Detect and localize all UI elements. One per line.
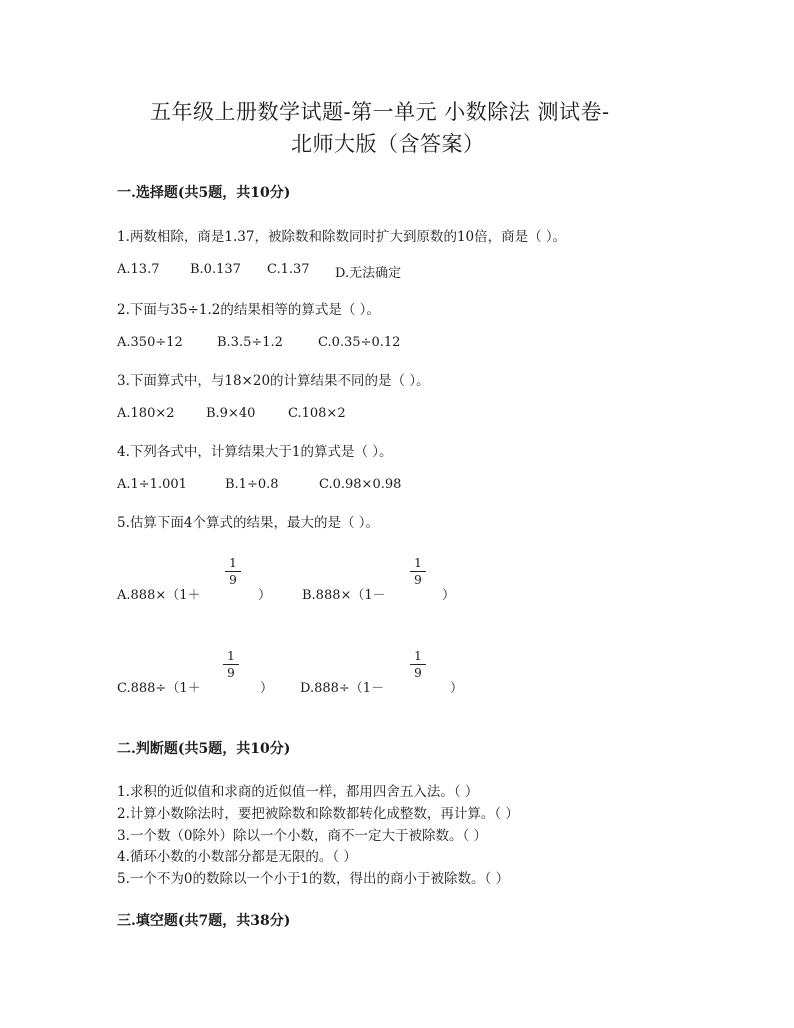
fraction-denominator: 9 xyxy=(414,666,422,680)
option-b-suffix: ） xyxy=(442,588,456,603)
fraction-bar xyxy=(410,571,426,572)
option-b: B.0.137 xyxy=(190,262,241,277)
fraction-one-ninth xyxy=(410,556,426,587)
option-b: B.1÷0.8 xyxy=(225,477,279,492)
fraction-numerator: 1 xyxy=(414,556,422,570)
fraction-one-ninth xyxy=(225,556,241,587)
option-c: C.1.37 xyxy=(267,262,310,277)
question-stem: 1.两数相除，商是1.37，被除数和除数同时扩大到原数的10倍，商是（ ）。 xyxy=(117,229,567,245)
option-c: C.0.98×0.98 xyxy=(319,477,402,492)
fraction-numerator: 1 xyxy=(414,649,422,663)
fraction-one-ninth xyxy=(223,649,239,680)
fraction-denominator: 9 xyxy=(227,666,235,680)
judgement-item: 5.一个不为0的数除以一个小于1的数，得出的商小于被除数。（ ） xyxy=(117,871,510,887)
option-c: C.0.35÷0.12 xyxy=(318,335,401,350)
judgement-item: 2.计算小数除法时，要把被除数和除数都转化成整数，再计算。（ ） xyxy=(117,806,519,822)
option-a: A.350÷12 xyxy=(117,335,183,350)
question-stem: 2.下面与35÷1.2的结果相等的算式是（ ）。 xyxy=(117,302,380,318)
section-heading-judgement: 二.判断题(共5题，共10分) xyxy=(117,741,291,757)
fraction-bar xyxy=(223,664,239,665)
option-a: A.180×2 xyxy=(117,406,175,421)
option-b: B.3.5÷1.2 xyxy=(217,335,283,350)
option-d-suffix: ） xyxy=(450,681,464,696)
section-heading-fill-blank: 三.填空题(共7题，共38分) xyxy=(117,913,291,929)
option-b-prefix: B.888×（1－ xyxy=(302,588,386,603)
document-title-line1: 五年级上册数学试题-第一单元 小数除法 测试卷- xyxy=(150,100,610,124)
judgement-item: 3.一个数（0除外）除以一个小数，商不一定大于被除数。（ ） xyxy=(117,828,488,844)
fraction-denominator: 9 xyxy=(414,573,422,587)
question-stem: 5.估算下面4个算式的结果，最大的是（ ）。 xyxy=(117,515,380,531)
fraction-denominator: 9 xyxy=(229,573,237,587)
option-a: A.13.7 xyxy=(117,262,160,277)
fraction-numerator: 1 xyxy=(227,649,235,663)
question-stem: 3.下面算式中，与18×20的计算结果不同的是（ ）。 xyxy=(117,373,430,389)
option-d-prefix: D.888÷（1－ xyxy=(300,681,385,696)
option-c-suffix: ） xyxy=(260,681,274,696)
question-stem: 4.下列各式中，计算结果大于1的算式是（ ）。 xyxy=(117,444,393,460)
fraction-numerator: 1 xyxy=(229,556,237,570)
judgement-item: 1.求积的近似值和求商的近似值一样，都用四舍五入法。（ ） xyxy=(117,784,479,800)
judgement-item: 4.循环小数的小数部分都是无限的。（ ） xyxy=(117,849,357,865)
option-c: C.108×2 xyxy=(288,406,346,421)
option-a: A.1÷1.001 xyxy=(117,477,187,492)
option-b: B.9×40 xyxy=(206,406,256,421)
document-title-line2: 北师大版（含答案） xyxy=(291,132,485,156)
option-c-prefix: C.888÷（1＋ xyxy=(117,681,201,696)
fraction-bar xyxy=(225,571,241,572)
option-a-prefix: A.888×（1＋ xyxy=(117,588,201,603)
section-heading-choice: 一.选择题(共5题，共10分) xyxy=(117,185,291,201)
option-d: D.无法确定 xyxy=(335,266,402,281)
fraction-one-ninth xyxy=(410,649,426,680)
fraction-bar xyxy=(410,664,426,665)
option-a-suffix: ） xyxy=(258,588,272,603)
